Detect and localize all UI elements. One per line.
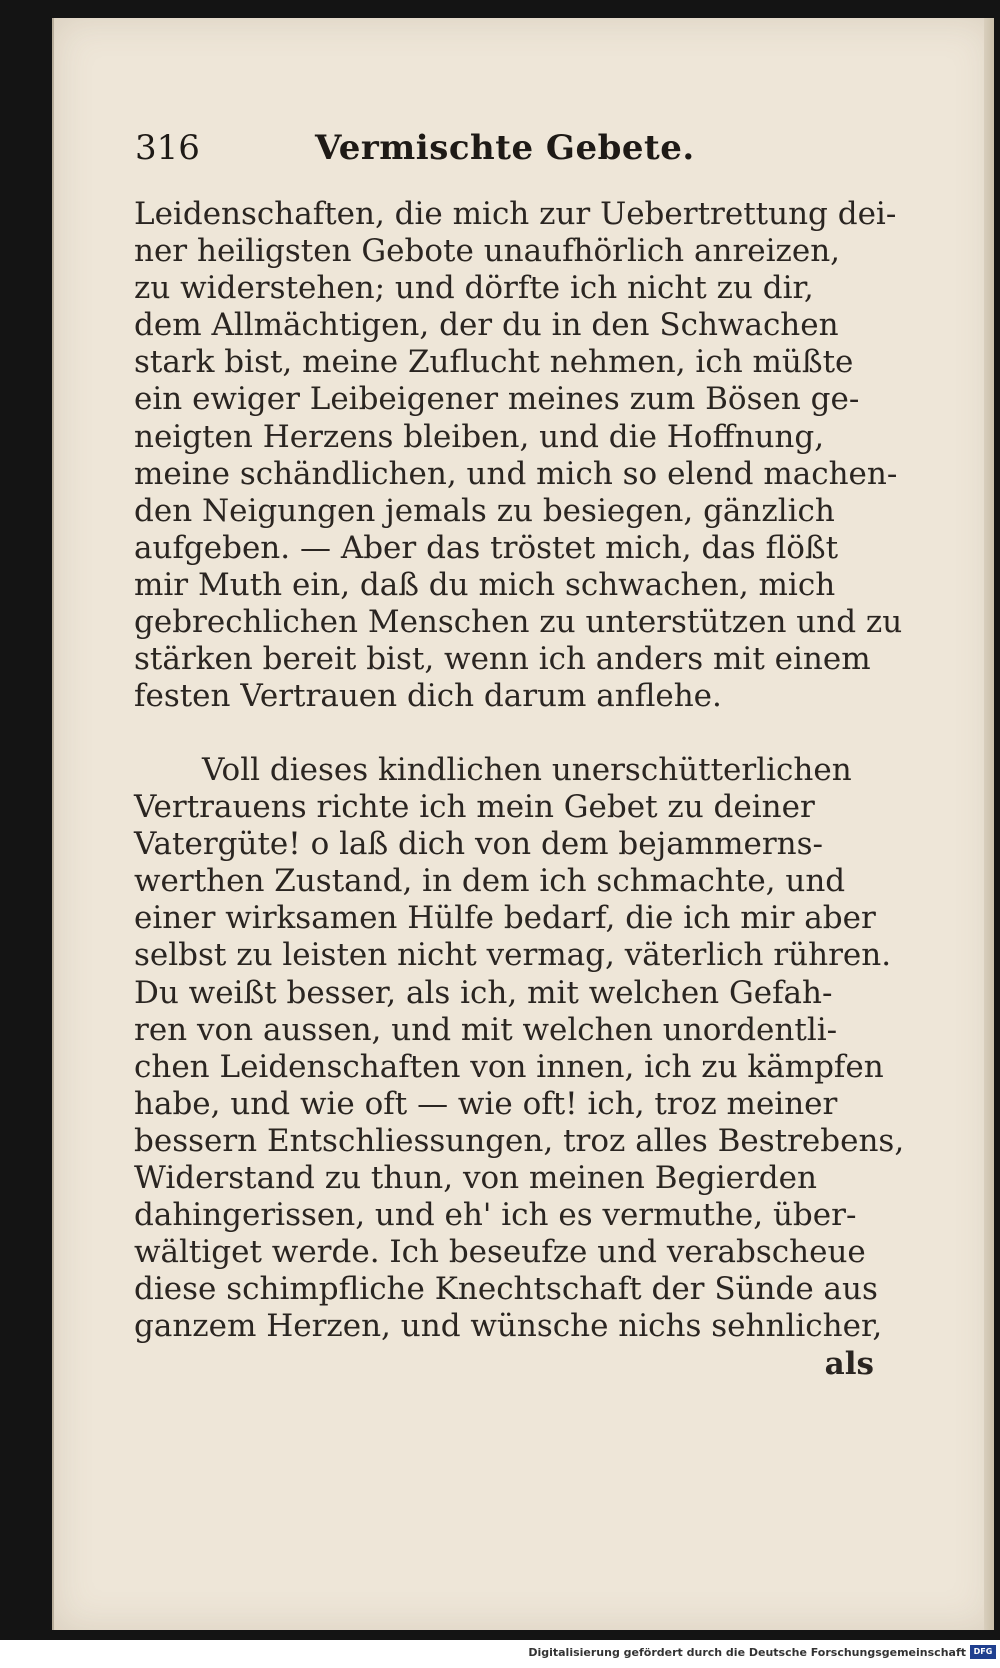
page-number: 316 xyxy=(135,128,200,168)
text-line: aufgeben. — Aber das tröstet mich, das flößt xyxy=(134,529,839,566)
text-line: chen Leidenschaften von innen, ich zu kämpfen xyxy=(134,1048,884,1085)
text-line: Du weißt besser, als ich, mit welchen Gefah- xyxy=(134,974,833,1011)
paragraph-2 xyxy=(134,752,905,1383)
funding-credit: Digitalisierung gefördert durch die Deutsche Forschungsgemeinschaft xyxy=(528,1646,966,1659)
text-line: bessern Entschliessungen, troz alles Bestrebens, xyxy=(134,1122,905,1159)
text-line: diese schimpfliche Knechtschaft der Sünde aus xyxy=(134,1271,878,1308)
text-line: ganzem Herzen, und wünsche nichs sehnlicher, xyxy=(134,1308,883,1345)
text-line: werthen Zustand, in dem ich schmachte, und xyxy=(134,863,846,900)
text-line: Vertrauens richte ich mein Gebet zu deiner xyxy=(134,789,815,826)
text-line: Leidenschaften, die mich zur Uebertrettung dei- xyxy=(134,196,897,232)
text-line: wältiget werde. Ich beseufze und verabscheue xyxy=(134,1234,866,1271)
text-line: ein ewiger Leibeigener meines zum Bösen ge- xyxy=(134,381,860,418)
page-header xyxy=(135,128,755,178)
text-line: den Neigungen jemals zu besiegen, gänzlich xyxy=(134,492,835,529)
text-line: ner heiligsten Gebote unaufhörlich anreizen, xyxy=(134,233,841,270)
text-line: Voll dieses kindlichen unerschütterlichen xyxy=(202,752,852,788)
text-line: festen Vertrauen dich darum anflehe. xyxy=(134,678,722,715)
text-line: dem Allmächtigen, der du in den Schwachen xyxy=(134,307,839,344)
text-line: zu widerstehen; und dörfte ich nicht zu dir, xyxy=(134,270,814,307)
text-line: stärken bereit bist, wenn ich anders mit einem xyxy=(134,641,871,678)
text-line: habe, und wie oft — wie oft! ich, troz meiner xyxy=(134,1085,838,1122)
digitization-footer xyxy=(0,1640,1000,1668)
text-line: selbst zu leisten nicht vermag, väterlich rühren. xyxy=(134,937,892,974)
paragraph-1 xyxy=(134,196,903,715)
text-line: dahingerissen, und eh' ich es vermuthe, über- xyxy=(134,1197,857,1234)
text-line: neigten Herzens bleiben, und die Hoffnung, xyxy=(134,418,825,455)
running-title: Vermischte Gebete. xyxy=(315,128,695,168)
page-edge xyxy=(984,18,994,1630)
text-line: ren von aussen, und mit welchen unordentli- xyxy=(134,1011,838,1048)
text-line: meine schändlichen, und mich so elend machen- xyxy=(134,455,898,492)
dfg-logo: DFG xyxy=(970,1645,996,1659)
catchword: als xyxy=(824,1345,874,1382)
text-line: Widerstand zu thun, von meinen Begierden xyxy=(134,1160,817,1197)
text-line: einer wirksamen Hülfe bedarf, die ich mir aber xyxy=(134,900,876,937)
text-line: mir Muth ein, daß du mich schwachen, mich xyxy=(134,566,836,603)
text-line: stark bist, meine Zuflucht nehmen, ich müßte xyxy=(134,344,854,381)
text-line: Vatergüte! o laß dich von dem bejammerns- xyxy=(134,826,824,863)
text-line: gebrechlichen Menschen zu unterstützen und zu xyxy=(134,604,903,641)
